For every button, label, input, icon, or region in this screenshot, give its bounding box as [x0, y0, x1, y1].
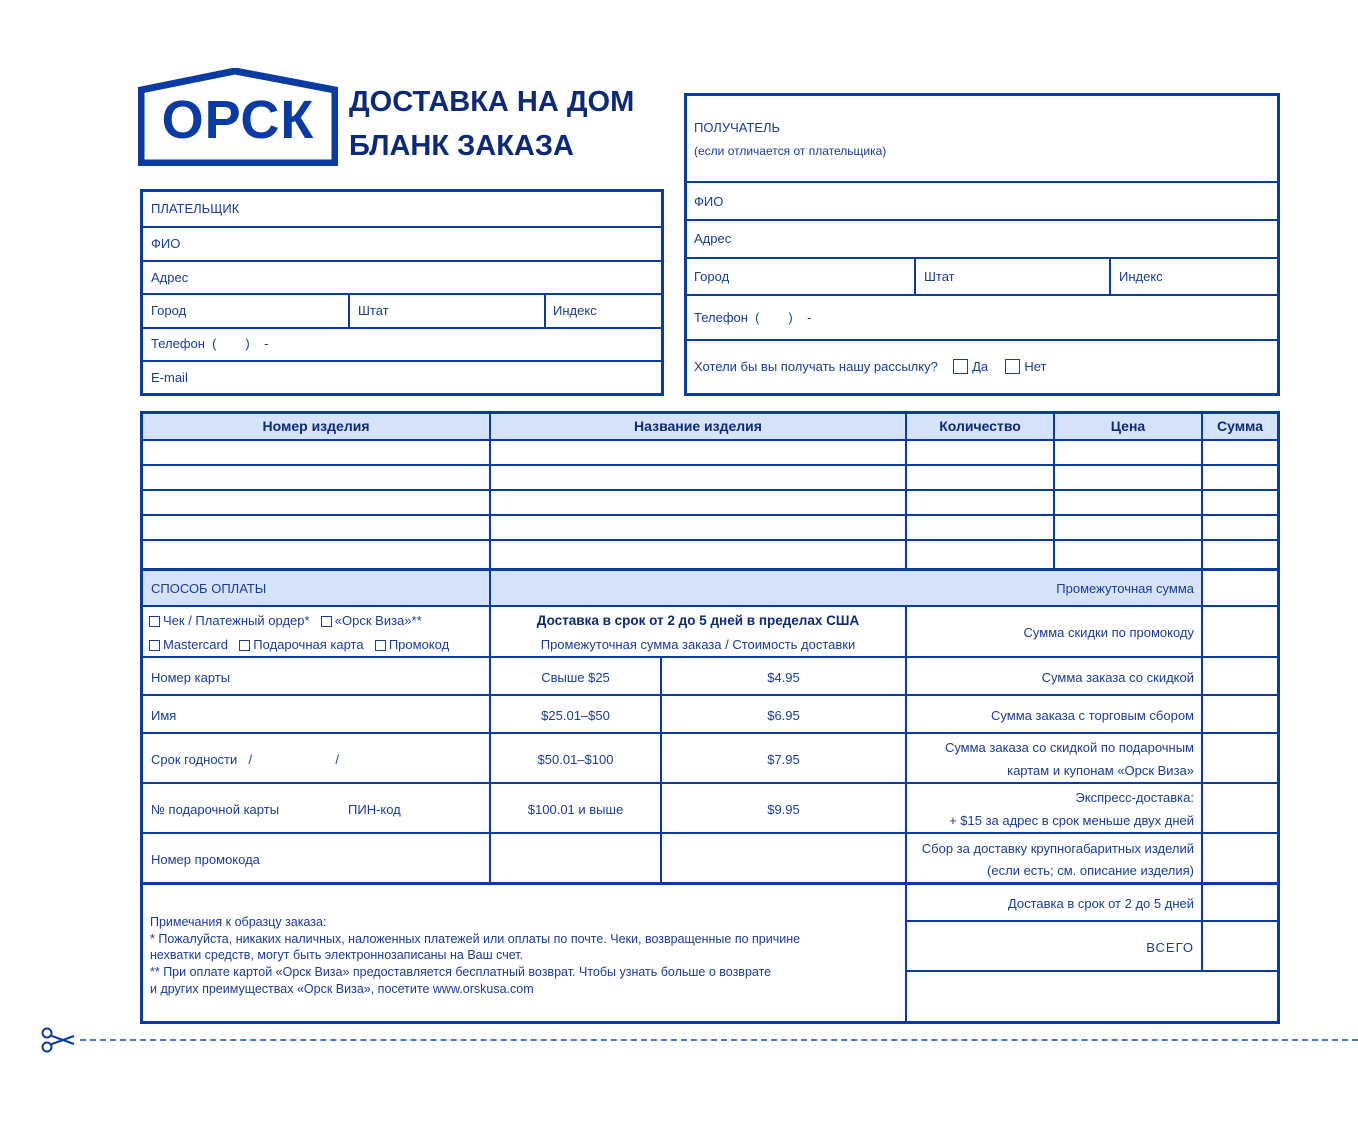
- shipping-range-1: Свыше $25: [541, 670, 610, 685]
- payer-email-field[interactable]: E-mail: [151, 370, 188, 385]
- gift-card-option-checkbox[interactable]: [239, 640, 250, 651]
- recipient-state-field[interactable]: Штат: [924, 269, 955, 284]
- notes-line-1: Примечания к образцу заказа:: [150, 915, 327, 929]
- check-option-checkbox[interactable]: [149, 616, 160, 627]
- recipient-address-field[interactable]: Адрес: [694, 231, 732, 246]
- newsletter-question: [694, 359, 1047, 374]
- standard-shipping-label: Доставка в срок от 2 до 5 дней: [1007, 896, 1194, 911]
- shipping-range-4: $100.01 и выше: [527, 802, 624, 817]
- payer-heading: ПЛАТЕЛЬЩИК: [151, 201, 240, 216]
- payment-options-row1: [149, 613, 422, 628]
- payment-options-row2: [149, 637, 449, 652]
- scissors-icon: [40, 1027, 78, 1053]
- newsletter-yes-label: Да: [972, 359, 989, 374]
- orsk-visa-option-checkbox[interactable]: [321, 616, 332, 627]
- recipient-zip-field[interactable]: Индекс: [1119, 269, 1163, 284]
- payer-city-field[interactable]: Город: [151, 303, 187, 318]
- cut-line: [80, 1039, 1358, 1041]
- payer-zip-field[interactable]: Индекс: [553, 303, 597, 318]
- promo-code-field[interactable]: Номер промокода: [151, 852, 260, 867]
- expiry-separator-2: /: [335, 752, 340, 767]
- shipping-cost-2: $6.95: [767, 708, 800, 723]
- payment-heading: СПОСОБ ОПЛАТЫ: [151, 581, 267, 596]
- express-label-line2: + $15 за адрес в срок меньше двух дней: [949, 813, 1194, 828]
- total-with-tax-label: Сумма заказа с торговым сбором: [991, 708, 1194, 723]
- oversize-label-line2: (если есть; см. описание изделия): [987, 863, 1194, 878]
- payer-phone-field[interactable]: Телефон ( ) -: [151, 336, 269, 351]
- shipping-range-2: $25.01–$50: [541, 708, 610, 723]
- orsk-visa-option-label: «Орск Виза»**: [334, 613, 422, 628]
- shipping-subtitle: Промежуточная сумма заказа / Стоимость доставки: [540, 637, 856, 652]
- card-number-field[interactable]: Номер карты: [151, 670, 231, 685]
- notes-line-3: нехватки средств, могут быть электроннозаписаны на Ваш счет.: [150, 948, 524, 963]
- express-label-line1: Экспресс-доставка:: [1075, 790, 1194, 805]
- payer-name-field[interactable]: ФИО: [151, 236, 181, 251]
- newsletter-question-text: Хотели бы вы получать нашу рассылку?: [694, 359, 938, 374]
- promo-option-checkbox[interactable]: [375, 640, 386, 651]
- promo-discount-label: Сумма скидки по промокоду: [1023, 625, 1194, 640]
- discounted-total-label: Сумма заказа со скидкой: [1041, 670, 1194, 685]
- promo-option-label: Промокод: [388, 637, 450, 652]
- newsletter-yes-checkbox[interactable]: [953, 359, 968, 374]
- notes-line-2: * Пожалуйста, никаких наличных, наложенных платежей или оплаты по почте. Чеки, возвращенные по причине: [150, 931, 801, 946]
- shipping-cost-4: $9.95: [767, 802, 800, 817]
- form-title-line2: БЛАНК ЗАКАЗА: [349, 130, 574, 162]
- recipient-phone-field[interactable]: Телефон ( ) -: [694, 310, 812, 325]
- cardholder-name-field[interactable]: Имя: [151, 708, 177, 723]
- newsletter-no-checkbox[interactable]: [1005, 359, 1020, 374]
- order-notes: [150, 914, 800, 998]
- recipient-name-field[interactable]: ФИО: [694, 194, 724, 209]
- grand-total-label: ВСЕГО: [1146, 940, 1194, 955]
- header-item-number: Номер изделия: [262, 418, 370, 434]
- pin-field[interactable]: ПИН-код: [348, 802, 401, 817]
- recipient-section: [684, 93, 1280, 396]
- mastercard-option-checkbox[interactable]: [149, 640, 160, 651]
- check-option-label: Чек / Платежный ордер*: [163, 613, 310, 628]
- header-item-name: Название изделия: [634, 418, 762, 434]
- expiry-label: Срок годности: [151, 752, 238, 767]
- recipient-subheading: (если отличается от плательщика): [694, 144, 887, 158]
- shipping-cost-1: $4.95: [767, 670, 800, 685]
- recipient-city-field[interactable]: Город: [694, 269, 730, 284]
- expiry-separator-1: /: [248, 752, 253, 767]
- header-total: Сумма: [1216, 418, 1264, 434]
- form-title-line1: ДОСТАВКА НА ДОМ: [349, 86, 635, 118]
- header-price: Цена: [1110, 418, 1146, 434]
- recipient-heading: ПОЛУЧАТЕЛЬ: [694, 120, 781, 135]
- oversize-label-line1: Сбор за доставку крупногабаритных изделий: [921, 841, 1194, 856]
- gift-discount-label-line2: картам и купонам «Орск Виза»: [1007, 763, 1194, 778]
- expiry-field[interactable]: [151, 752, 339, 767]
- gift-card-number-field[interactable]: № подарочной карты: [151, 802, 280, 817]
- payer-address-field[interactable]: Адрес: [151, 270, 189, 285]
- gift-discount-label-line1: Сумма заказа со скидкой по подарочным: [944, 740, 1194, 755]
- logo-text: ОРСК: [161, 90, 315, 150]
- newsletter-no-label: Нет: [1024, 359, 1047, 374]
- shipping-range-3: $50.01–$100: [537, 752, 614, 767]
- header-quantity: Количество: [939, 418, 1021, 434]
- shipping-cost-3: $7.95: [767, 752, 800, 767]
- payer-state-field[interactable]: Штат: [358, 303, 389, 318]
- notes-line-5: и других преимуществах «Орск Виза», посетите www.orskusa.com: [150, 981, 534, 996]
- mastercard-option-label: Mastercard: [163, 637, 229, 652]
- shipping-title: Доставка в срок от 2 до 5 дней в пределах США: [536, 613, 860, 628]
- subtotal-label: Промежуточная сумма: [1056, 581, 1194, 596]
- gift-card-option-label: Подарочная карта: [253, 637, 364, 652]
- notes-line-4: ** При оплате картой «Орск Виза» предоставляется бесплатный возврат. Чтобы узнать больше о возврате: [150, 965, 772, 980]
